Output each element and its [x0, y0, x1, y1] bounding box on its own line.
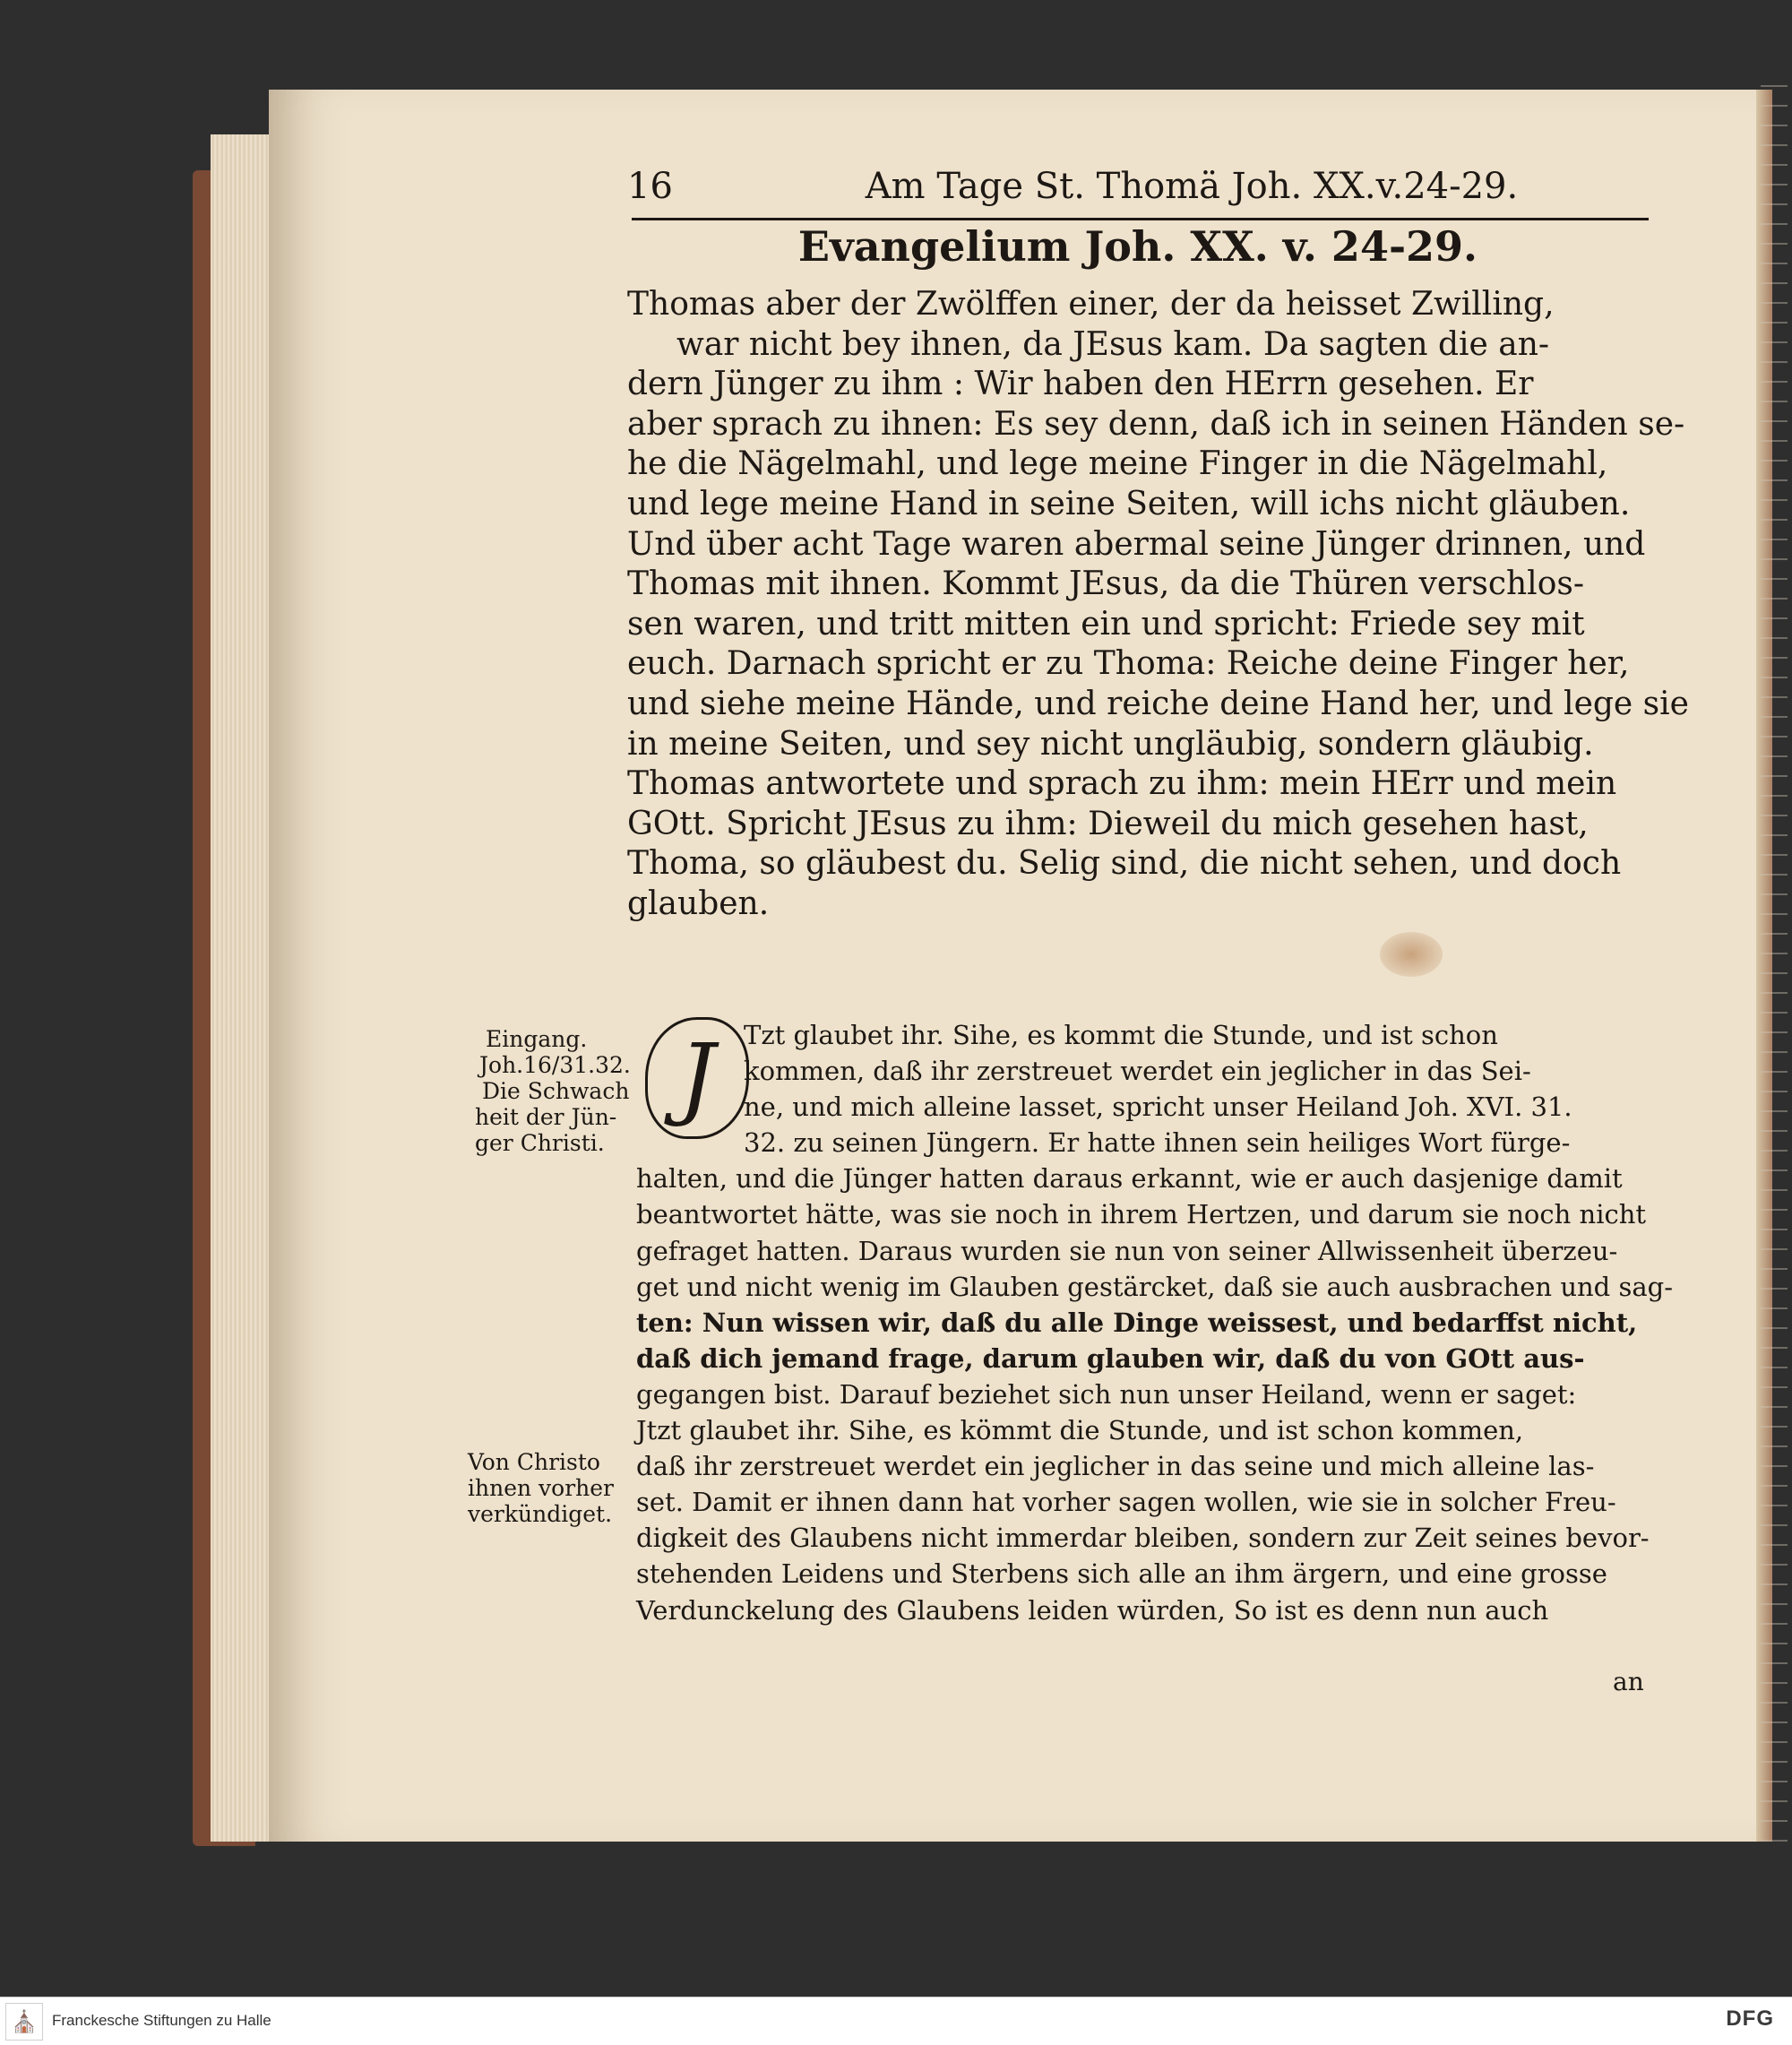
- gospel-line: dern Jünger zu ihm : Wir haben den HErrn gesehen. Er: [627, 366, 1534, 403]
- sermon-line: Tzt glaubet ihr. Sihe, es kommt die Stunde, und ist schon: [744, 1020, 1498, 1050]
- sermon-line: digkeit des Glaubens nicht immerdar bleiben, sondern zur Zeit seines bevor-: [636, 1523, 1650, 1554]
- running-title: Am Tage St. Thomä Joh. XX.v.24-29.: [865, 166, 1519, 207]
- margin-note-line: ger Christi.: [475, 1130, 605, 1156]
- sermon-line: daß ihr zerstreuet werdet ein jeglicher in das seine und mich alleine las-: [636, 1451, 1595, 1482]
- franckesche-stiftungen-logo-icon[interactable]: ⛪: [5, 2003, 43, 2041]
- gospel-line: Thomas antwortete und sprach zu ihm: mein HErr und mein: [627, 765, 1617, 803]
- dfg-logo[interactable]: DFG: [1726, 2006, 1774, 2031]
- gospel-line: aber sprach zu ihnen: Es sey denn, daß ich in seinen Händen se-: [627, 405, 1685, 443]
- margin-note-line: Die Schwach: [482, 1078, 630, 1104]
- gospel-line: Thomas aber der Zwölffen einer, der da heisset Zwilling,: [627, 286, 1555, 323]
- gospel-line: sen waren, und tritt mitten ein und spricht: Friede sey mit: [627, 605, 1585, 643]
- catchword: an: [1613, 1667, 1644, 1696]
- gospel-line: in meine Seiten, und sey nicht ungläubig, sondern gläubig.: [627, 725, 1594, 763]
- sermon-line: get und nicht wenig im Glauben gestärcket, daß sie auch ausbrachen und sag-: [636, 1271, 1673, 1302]
- sermon-line: set. Damit er ihnen dann hat vorher sagen wollen, wie sie in solcher Freu-: [636, 1487, 1616, 1518]
- gospel-line: Thomas mit ihnen. Kommt JEsus, da die Thüren verschlos-: [627, 565, 1585, 603]
- institution-link[interactable]: Franckesche Stiftungen zu Halle: [52, 2012, 271, 2029]
- margin-note-line: Joh.16/31.32.: [479, 1052, 631, 1078]
- page-number: 16: [627, 166, 673, 207]
- sermon-line: Verdunckelung des Glaubens leiden würden, So ist es denn nun auch: [636, 1594, 1549, 1626]
- margin-note-line: heit der Jün-: [475, 1104, 617, 1130]
- gospel-line: euch. Darnach spricht er zu Thoma: Reiche deine Finger her,: [627, 645, 1630, 683]
- margin-note-line: ihnen vorher: [468, 1475, 615, 1501]
- sermon-line: kommen, daß ihr zerstreuet werdet ein jeglicher in das Sei-: [744, 1056, 1531, 1087]
- ink-stain: [1380, 932, 1443, 977]
- sermon-text: [636, 1017, 1673, 1628]
- sermon-line: stehenden Leidens und Sterbens sich alle an ihm ärgern, und eine grosse: [636, 1558, 1607, 1590]
- sermon-line: beantwortet hätte, was sie noch in ihrem Hertzen, und darum sie noch nicht: [636, 1199, 1647, 1230]
- viewer-footer: [0, 1997, 1792, 2045]
- gospel-line: und lege meine Hand in seine Seiten, will ichs nicht gläuben.: [627, 485, 1631, 522]
- gospel-line: GOtt. Spricht JEsus zu ihm: Dieweil du mich gesehen hast,: [627, 805, 1589, 842]
- margin-note-line: verkündiget.: [468, 1501, 613, 1527]
- sermon-line: Jtzt glaubet ihr. Sihe, es kömmt die Stunde, und ist schon kommen,: [636, 1415, 1524, 1446]
- gospel-line: und siehe meine Hände, und reiche deine Hand her, und lege sie: [627, 685, 1689, 722]
- header-rule: [632, 218, 1649, 220]
- sermon-line: gefraget hatten. Daraus wurden sie nun von seiner Allwissenheit überzeu-: [636, 1235, 1618, 1266]
- gospel-line: glauben.: [627, 884, 770, 922]
- sermon-line: daß dich jemand frage, darum glauben wir, daß du von GOtt aus-: [636, 1342, 1585, 1374]
- sermon-line: ten: Nun wissen wir, daß du alle Dinge weissest, und bedarffst nicht,: [636, 1307, 1638, 1338]
- margin-note-eingang: [475, 1026, 631, 1156]
- margin-note-von-christo: [468, 1449, 614, 1527]
- gospel-line: Und über acht Tage waren abermal seine Jünger drinnen, und: [627, 525, 1646, 563]
- drop-cap-initial: J: [645, 1017, 749, 1139]
- sermon-line: halten, und die Jünger hatten daraus erkannt, wie er auch dasjenige damit: [636, 1163, 1623, 1195]
- running-header: [627, 166, 1649, 211]
- gospel-line: war nicht bey ihnen, da JEsus kam. Da sagten die an-: [676, 325, 1550, 363]
- sermon-line: gegangen bist. Darauf beziehet sich nun unser Heiland, wenn er saget:: [636, 1378, 1577, 1410]
- margin-note-line: Eingang.: [486, 1026, 588, 1052]
- color-scale-strip: [1761, 85, 1788, 1842]
- gospel-line: he die Nägelmahl, und lege meine Finger in die Nägelmahl,: [627, 445, 1608, 483]
- margin-note-line: Von Christo: [468, 1449, 600, 1475]
- gospel-line: Thoma, so gläubest du. Selig sind, die nicht sehen, und doch: [627, 845, 1622, 883]
- gospel-text: [627, 285, 1689, 925]
- sermon-line: 32. zu seinen Jüngern. Er hatte ihnen sein heiliges Wort fürge-: [744, 1127, 1571, 1159]
- sermon-line: ne, und mich alleine lasset, spricht unser Heiland Joh. XVI. 31.: [744, 1092, 1572, 1123]
- section-title: Evangelium Joh. XX. v. 24-29.: [797, 222, 1478, 271]
